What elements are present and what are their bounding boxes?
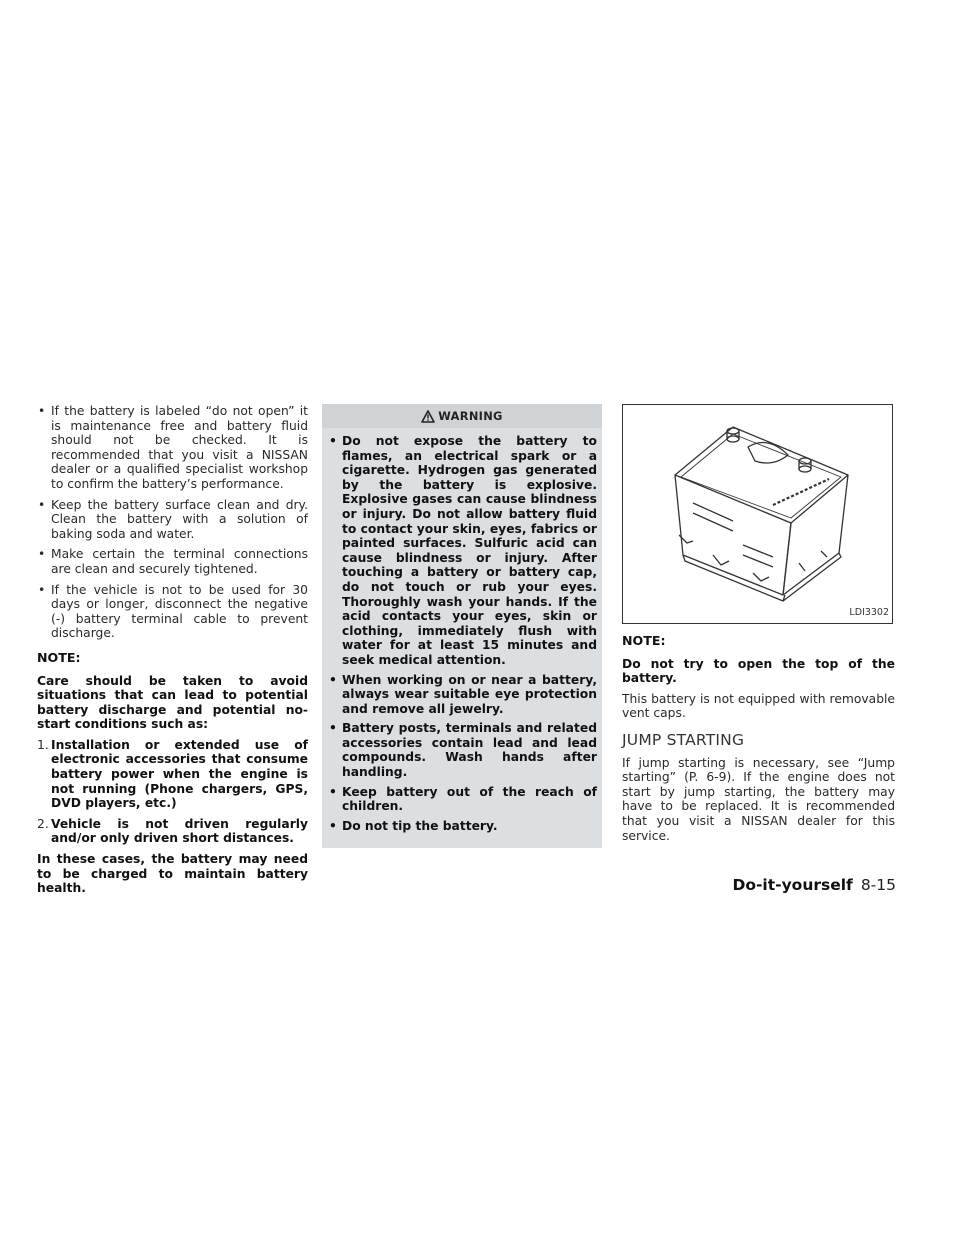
note-text: This battery is not equipped with removable vent caps. [622,691,895,721]
list-item [37,738,308,811]
section-heading: JUMP STARTING [622,730,745,749]
maintenance-bullet-list [37,404,308,641]
note-heading: NOTE: [622,633,666,648]
list-item: • Battery posts, terminals and related accessories contain lead and lead compounds. Wash hands after handling. [328,721,597,779]
list-text: Vehicle is not driven regularly and/or only driven short distances. [51,816,308,846]
note-bold-text: Do not try to open the top of the battery. [622,656,895,686]
list-number: 2. [37,816,49,831]
warning-title: WARNING [438,408,503,423]
list-item: • If the vehicle is not to be used for 30 days or longer, disconnect the negative (-) battery terminal cable to prevent discharge. [37,583,308,641]
note-intro: Care should be taken to avoid situations that can lead to potential battery discharge and potential no-start conditions such as: [37,673,308,732]
warning-header [322,404,602,428]
list-number: 1. [37,737,49,752]
list-item [37,817,308,846]
page-footer [732,876,896,894]
left-column [37,404,308,902]
right-column [622,404,895,849]
warning-triangle-icon [421,410,435,423]
list-item: • If the battery is labeled “do not open” it is maintenance free and battery fluid should not be checked. It is recommended that you visit a NISSAN dealer or a qualified specialist workshop to confirm the battery’s performance. [37,404,308,492]
note-outro: In these cases, the battery may need to be charged to maintain battery health. [37,852,308,896]
warning-bullet-list [322,428,602,833]
list-item: • Do not expose the battery to flames, an electrical spark or a cigarette. Hydrogen gas generated by the battery is explosive. Explosive gases can cause blindness or injury. Do not allow battery fluid to contact your skin, eyes, fabrics or painted surfaces. Sulfuric acid can cause blindness or injury. After touching a battery or battery cap, do not touch or rub your eyes. Thoroughly wash your hands. If the acid contacts your eyes, skin or clothing, immediately flush with water for at least 15 minutes and seek medical attention. [328,434,597,668]
page-number: 8-15 [860,876,896,894]
list-item: • Keep the battery surface clean and dry. Clean the battery with a solution of baking soda and water. [37,498,308,542]
note-heading: NOTE: [37,649,81,665]
figure-label: LDI3302 [849,607,889,619]
battery-figure [622,404,893,624]
middle-column [322,404,602,848]
list-item: • Make certain the terminal connections are clean and securely tightened. [37,547,308,576]
warning-box [322,404,602,848]
battery-illustration-icon [623,405,892,623]
footer-section-title: Do-it-yourself [732,876,853,894]
list-item: • Do not tip the battery. [328,819,597,834]
list-item: • When working on or near a battery, always wear suitable eye protection and remove all jewelry. [328,673,597,717]
discharge-conditions-list [37,738,308,846]
section-text: If jump starting is necessary, see “Jump starting” (P. 6-9). If the engine does not start by jump starting, the battery may have to be replaced. It is recommended that you visit a NISSAN dealer for this service. [622,755,895,843]
list-text: Installation or extended use of electronic accessories that consume battery power when the engine is not running (Phone chargers, GPS, DVD players, etc.) [51,737,308,811]
list-item: • Keep battery out of the reach of children. [328,785,597,814]
